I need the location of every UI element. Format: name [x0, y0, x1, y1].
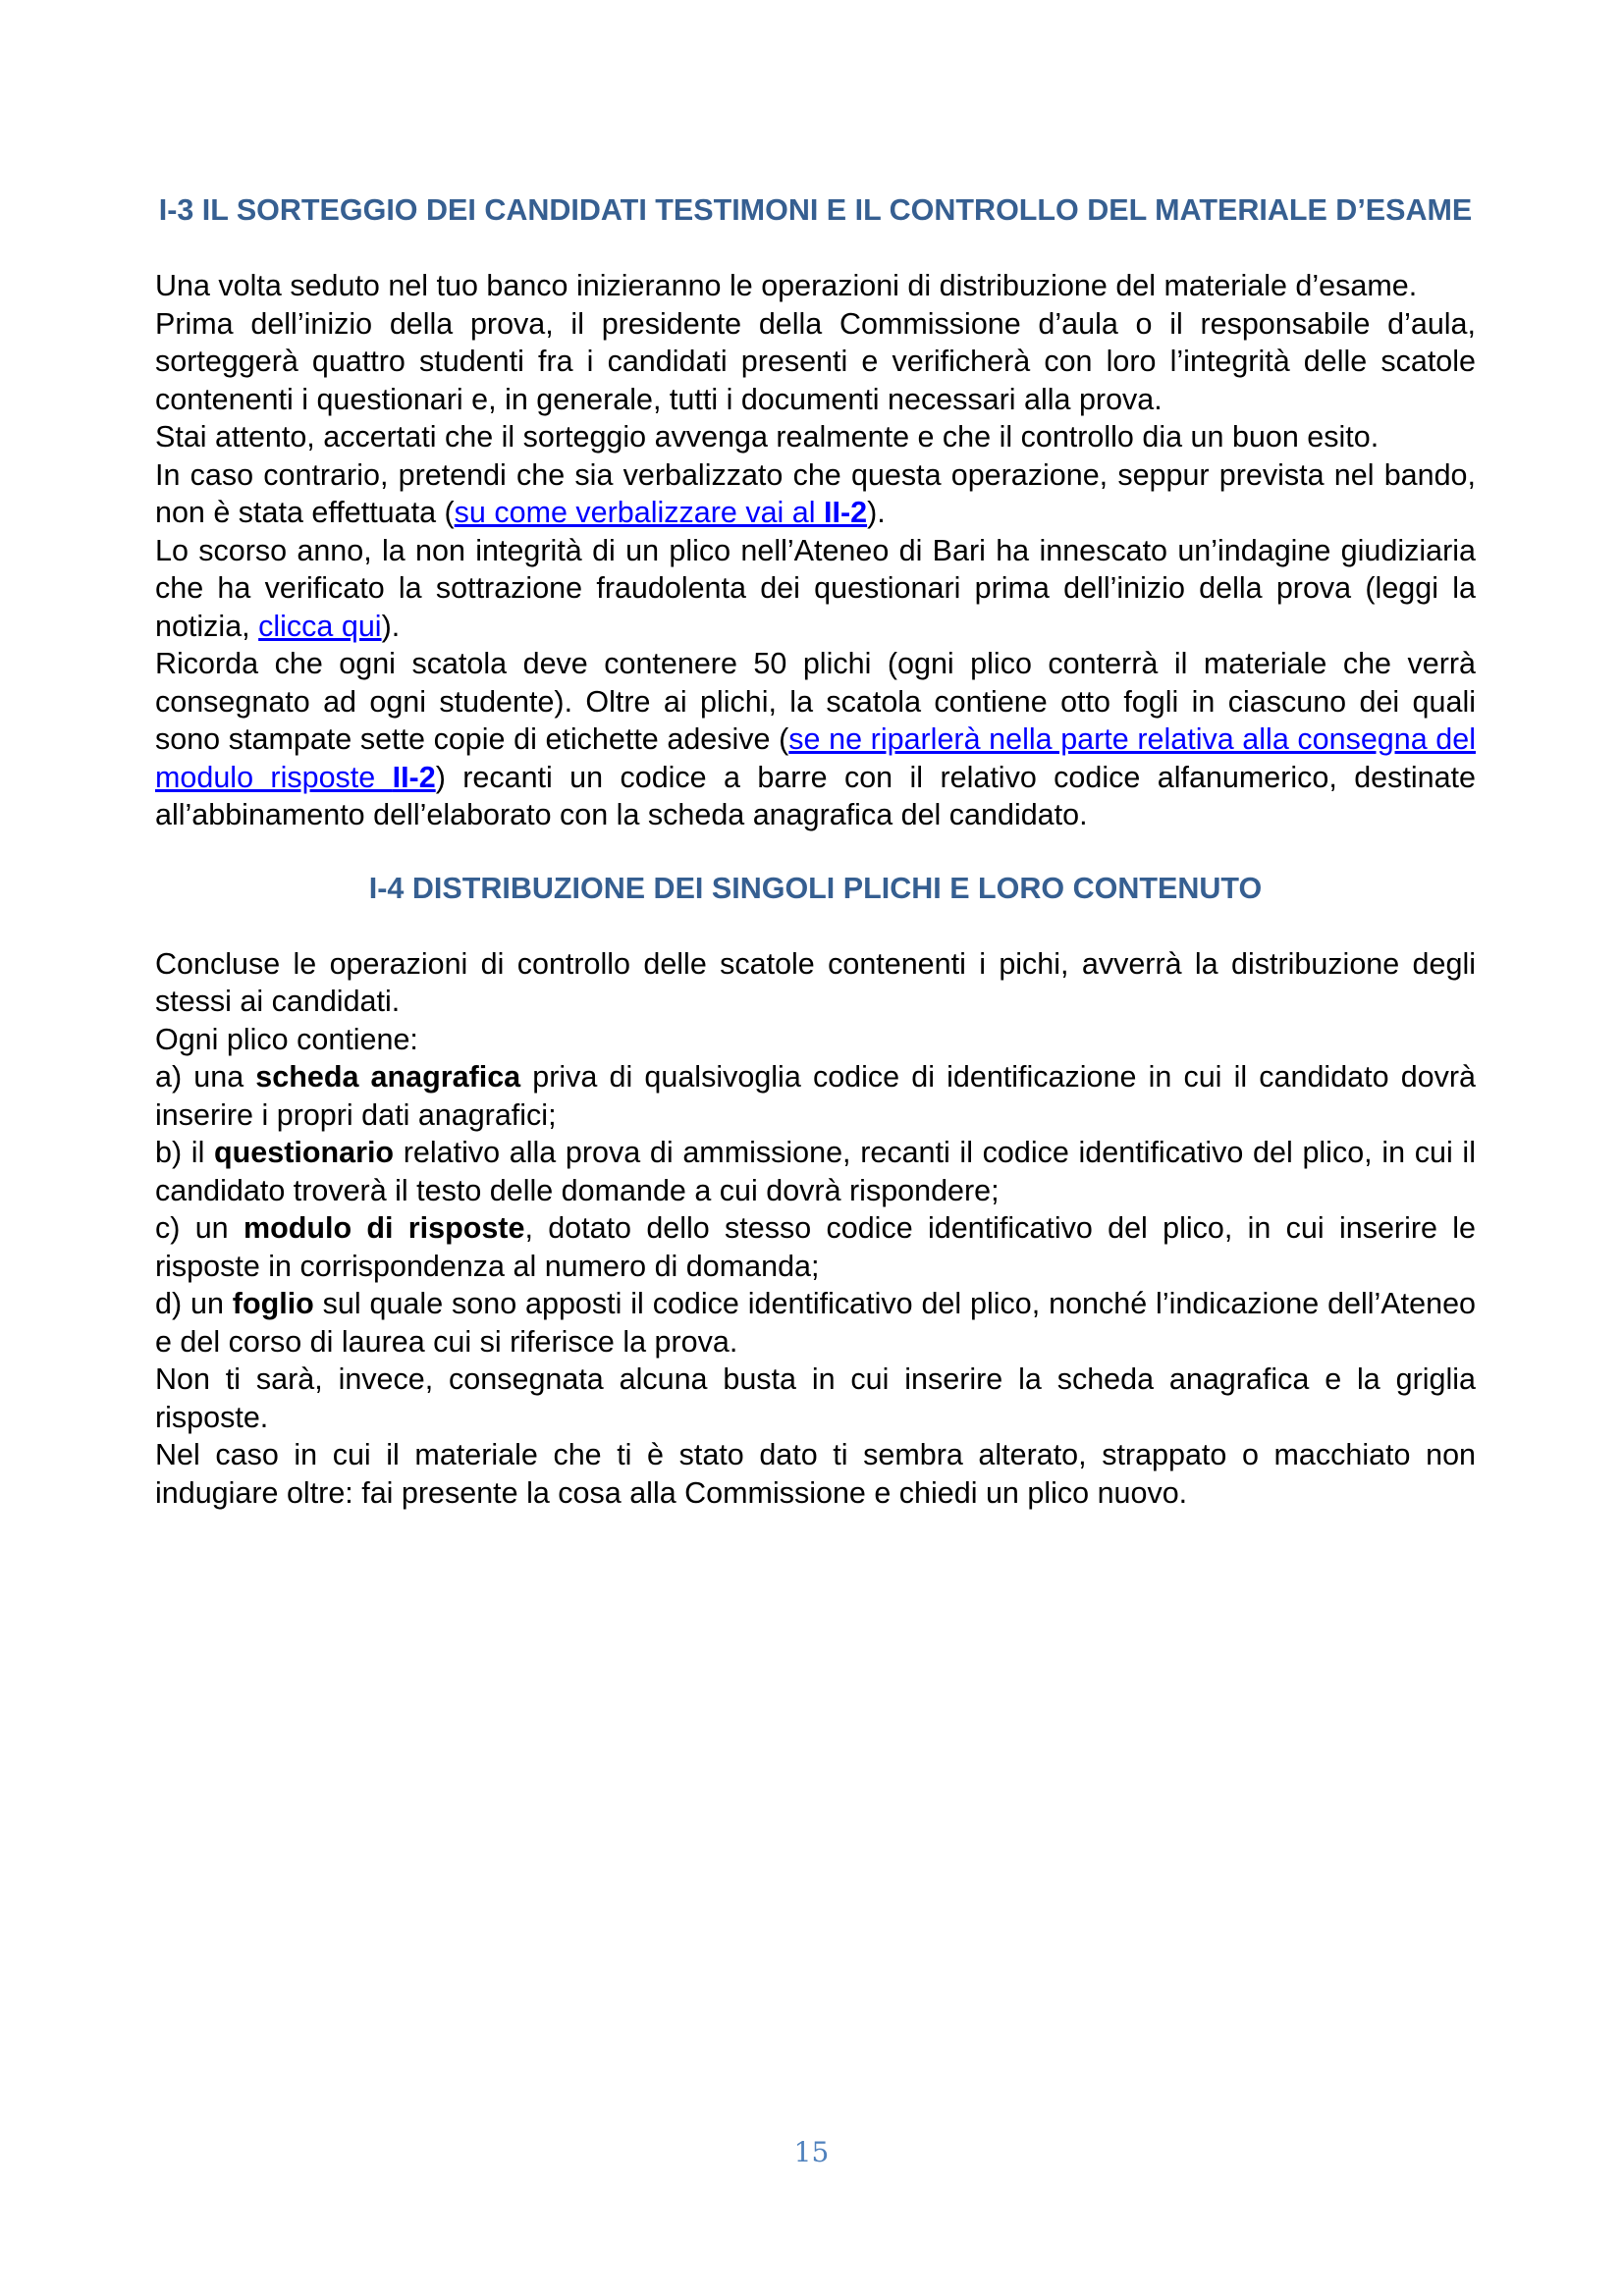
document-page — [155, 191, 1476, 1512]
list-item: b) il questionario relativo alla prova di ammissione, recanti il codice identificativo del plico, in cui il candidato troverà il testo delle domande a cui dovrà rispondere; — [155, 1136, 1476, 1207]
list-item: c) un modulo di risposte, dotato dello stesso codice identificativo del plico, in cui inserire le risposte in corrispondenza al numero di domanda; — [155, 1211, 1477, 1283]
paragraph: Concluse le operazioni di controllo delle scatole contenenti i pichi, avverrà la distribuzione degli stessi ai candidati. — [155, 946, 1476, 1018]
list-item: a) una scheda anagrafica priva di qualsivoglia codice di identificazione in cui il candidato dovrà inserire i propri dati anagrafici; — [155, 1060, 1476, 1132]
page-number: 15 — [793, 2136, 830, 2168]
paragraph: Lo scorso anno, la non integrità di un plico nell’Ateneo di Bari ha innescato un’indagine giudiziaria che ha verificato la sottrazione fraudolenta dei questionari prima dell’inizio della prova (leggi la notizia, clicca qui). — [155, 533, 1476, 643]
section-heading-i3: I-3 IL SORTEGGIO DEI CANDIDATI TESTIMONI E IL CONTROLLO DEL MATERIALE D’ESAME — [158, 193, 1473, 227]
paragraph: Ricorda che ogni scatola deve contenere 50 plichi (ogni plico conterrà il materiale che verrà consegnato ad ogni studente). Oltre ai plichi, la scatola contiene otto fogli in ciascuno dei quali sono stampate sette copie di etichette adesive (se ne riparlerà nella parte relativa alla consegna del modulo risposte II-2) recanti un codice a barre con il relativo codice alfanumerico, destinate all’abbinamento dell’elaborato con la scheda anagrafica del candidato. — [155, 647, 1476, 831]
paragraph: In caso contrario, pretendi che sia verbalizzato che questa operazione, seppur prevista nel bando, non è stata effettuata (su come verbalizzare vai al II-2). — [155, 457, 1476, 529]
link-clicca-qui[interactable]: clicca qui — [258, 609, 382, 643]
list-item: d) un foglio sul quale sono apposti il codice identificativo del plico, nonché l’indicazione dell’Ateneo e del corso di laurea cui si riferisce la prova. — [155, 1287, 1476, 1359]
link-verbalizzare[interactable]: su come verbalizzare vai al II-2 — [454, 496, 868, 529]
paragraph: Stai attento, accertati che il sorteggio avvenga realmente e che il controllo dia un buon esito. — [155, 420, 1380, 454]
paragraph: Ogni plico contiene: — [155, 1022, 418, 1056]
paragraph: Prima dell’inizio della prova, il presidente della Commissione d’aula o il responsabile d’aula, sorteggerà quattro studenti fra i candidati presenti e verificherà con loro l’integrità delle scatole contenenti i questionari e, in generale, tutti i documenti necessari alla prova. — [155, 306, 1476, 416]
paragraph: Una volta seduto nel tuo banco inizieranno le operazioni di distribuzione del materiale d’esame. — [155, 269, 1418, 302]
paragraph: Nel caso in cui il materiale che ti è stato dato ti sembra alterato, strappato o macchiato non indugiare oltre: fai presente la cosa alla Commissione e chiedi un plico nuovo. — [155, 1438, 1476, 1510]
link-consegna-modulo[interactable]: se ne riparlerà nella parte relativa alla consegna del modulo risposte II-2 — [155, 722, 1476, 794]
section-heading-i4: I-4 DISTRIBUZIONE DEI SINGOLI PLICHI E LORO CONTENUTO — [368, 871, 1263, 905]
paragraph: Non ti sarà, invece, consegnata alcuna busta in cui inserire la scheda anagrafica e la griglia risposte. — [155, 1362, 1476, 1434]
